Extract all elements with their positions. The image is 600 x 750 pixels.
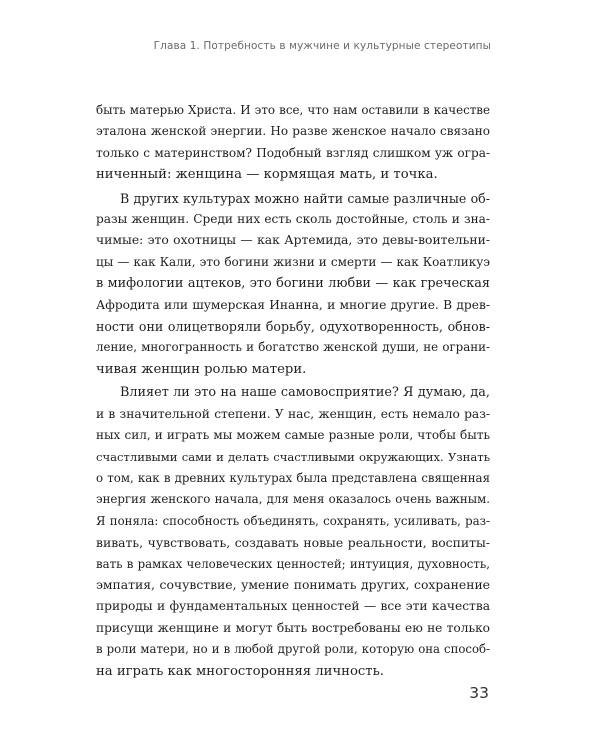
paragraph bbox=[96, 382, 490, 682]
text-line: разы женщин. Среди них есть сколь достойные, столь и зна- bbox=[96, 212, 490, 227]
text-line: в роли матери, но и в любой другой роли, которую она способ- bbox=[96, 642, 490, 657]
text-line: Афродита или шумерская Инанна, и многие другие. В древ- bbox=[96, 297, 490, 312]
text-line: вать в рамках человеческих ценностей; интуиция, духовность, bbox=[96, 556, 490, 571]
page-number: 33 bbox=[469, 684, 489, 702]
text-line: счастливыми сами и делать счастливыми окружающих. Узнать bbox=[96, 449, 490, 464]
text-line: чивая женщин ролью матери. bbox=[96, 361, 307, 377]
text-line: цы — как Кали, это богини жизни и смерти — как Коатликуэ bbox=[96, 254, 490, 269]
text-line: В других культурах можно найти самые различные об- bbox=[120, 190, 490, 206]
text-line: вивать, чувствовать, создавать новые реальности, воспиты- bbox=[96, 535, 490, 551]
text-line: ных сил, и играть мы можем самые разные роли, чтобы быть bbox=[96, 428, 490, 443]
text-line: и в значительной степени. У нас, женщин, есть немало раз- bbox=[96, 406, 490, 421]
text-line: ление, многогранность и богатство женской души, не ограни- bbox=[96, 340, 490, 355]
text-line: быть матерью Христа. И это все, что нам оставили в качестве bbox=[96, 103, 490, 117]
text-line: энергия женского начала, для меня оказалось очень важным. bbox=[96, 492, 490, 507]
body-text bbox=[96, 100, 490, 682]
text-line: о том, как в древних культурах была представлена священная bbox=[96, 470, 490, 485]
text-line: эталона женской энергии. Но разве женское начало связано bbox=[96, 124, 490, 139]
paragraph bbox=[96, 100, 490, 186]
text-line: ниченный: женщина — кормящая мать, и точка. bbox=[96, 167, 438, 183]
text-line: Влияет ли это на наше самовосприятие? Я думаю, да, bbox=[120, 385, 490, 401]
text-line: природы и фундаментальных ценностей — все эти качества bbox=[96, 599, 490, 614]
text-line: только с материнством? Подобный взгляд слишком уж огра- bbox=[96, 145, 490, 160]
text-line: присущи женщине и могут быть востребованы ею не только bbox=[96, 620, 490, 635]
paragraph bbox=[96, 188, 490, 381]
text-line: чимые: это охотницы — как Артемида, это девы-воительни- bbox=[96, 233, 490, 248]
text-line: эмпатия, сочувствие, умение понимать других, сохранение bbox=[96, 577, 490, 592]
running-header: Глава 1. Потребность в мужчине и культурные стереотипы bbox=[153, 40, 491, 52]
text-line: в мифологии ацтеков, это богини любви — как греческая bbox=[96, 276, 490, 292]
text-line: Я поняла: способность объединять, сохранять, усиливать, раз- bbox=[96, 513, 490, 528]
text-line: ности они олицетворяли борьбу, одухотворенность, обнов- bbox=[96, 319, 490, 335]
text-line: на играть как многосторонняя личность. bbox=[96, 663, 384, 679]
